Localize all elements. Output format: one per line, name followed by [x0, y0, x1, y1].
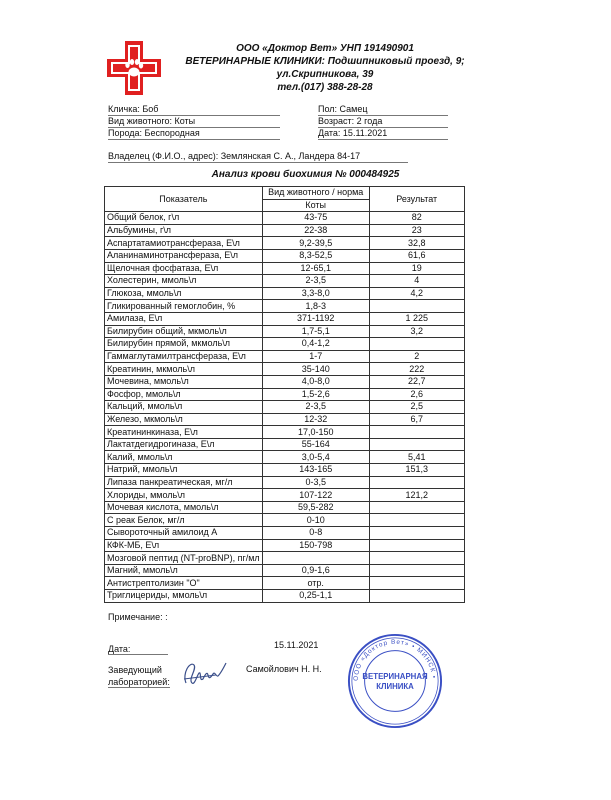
indicator-cell: Лактатдегидрогиназа, Е\л [105, 438, 263, 451]
table-row [105, 426, 465, 439]
norm-cell: 0,4-1,2 [262, 338, 369, 351]
indicator-cell: Мочевая кислота, ммоль\л [105, 501, 263, 514]
clinic-address-1: ВЕТЕРИНАРНЫЕ КЛИНИКИ: Подшипниковый проезд, 9; [185, 56, 465, 67]
result-cell: 82 [369, 212, 464, 225]
date-label: Дата: [108, 644, 168, 655]
result-cell: 2,6 [369, 388, 464, 401]
indicator-cell: Железо, мкмоль\л [105, 413, 263, 426]
clinic-header [170, 42, 480, 94]
head-label-2: лабораторией: [108, 677, 170, 687]
norm-cell: 55-164 [262, 438, 369, 451]
result-cell: 3,2 [369, 325, 464, 338]
result-cell [369, 539, 464, 552]
table-row [105, 413, 465, 426]
indicator-cell: Креатинин, мкмоль\л [105, 363, 263, 376]
clinic-stamp [346, 632, 444, 730]
clinic-address-2: ул.Скрипникова, 39 [276, 69, 374, 80]
indicator-cell: Натрий, ммоль\л [105, 464, 263, 477]
result-cell: 61,6 [369, 249, 464, 262]
result-cell: 2,5 [369, 401, 464, 414]
table-row [105, 275, 465, 288]
indicator-cell: Сывороточный амилоид А [105, 527, 263, 540]
patient-species: Вид животного: Коты [108, 116, 280, 127]
indicator-cell: Щелочная фосфатаза, Е\л [105, 262, 263, 275]
indicator-cell: Калий, ммоль\л [105, 451, 263, 464]
result-cell: 32,8 [369, 237, 464, 250]
patient-nickname: Кличка: Боб [108, 104, 280, 115]
table-row [105, 501, 465, 514]
indicator-cell: Триглицериды, ммоль\л [105, 590, 263, 603]
header-indicator: Показатель [105, 187, 263, 212]
table-row [105, 363, 465, 376]
result-cell: 222 [369, 363, 464, 376]
table-row [105, 590, 465, 603]
result-cell [369, 501, 464, 514]
table-row [105, 577, 465, 590]
norm-cell: 8,3-52,5 [262, 249, 369, 262]
norm-cell: 1,5-2,6 [262, 388, 369, 401]
table-row [105, 249, 465, 262]
head-name: Самойлович Н. Н. [246, 664, 322, 674]
result-cell: 23 [369, 224, 464, 237]
indicator-cell: Общий белок, г\л [105, 212, 263, 225]
result-cell [369, 476, 464, 489]
result-cell [369, 590, 464, 603]
table-row [105, 325, 465, 338]
analysis-title: Анализ крови биохимия № 000484925 [211, 169, 400, 180]
header-result: Результат [369, 187, 464, 212]
note-label: Примечание: : [108, 612, 168, 622]
analysis-date: Дата: 15.11.2021 [318, 128, 448, 139]
table-row [105, 527, 465, 540]
indicator-cell: Липаза панкреатическая, мг/л [105, 476, 263, 489]
indicator-cell: Кальций, ммоль\л [105, 401, 263, 414]
norm-cell: 107-122 [262, 489, 369, 502]
result-cell [369, 527, 464, 540]
indicator-cell: Антистрептолизин "О" [105, 577, 263, 590]
result-cell: 4,2 [369, 287, 464, 300]
stamp-center-2: КЛИНИКА [376, 681, 414, 691]
norm-cell: 1,7-5,1 [262, 325, 369, 338]
indicator-cell: Мозговой пептид (NT-proBNP), пг/мл [105, 552, 263, 565]
table-row [105, 489, 465, 502]
result-cell [369, 426, 464, 439]
table-row [105, 287, 465, 300]
norm-cell: 12-32 [262, 413, 369, 426]
table-row [105, 300, 465, 313]
indicator-cell: Гликированный гемоглобин, % [105, 300, 263, 313]
indicator-cell: Билирубин общий, мкмоль\л [105, 325, 263, 338]
table-row [105, 375, 465, 388]
table-row [105, 476, 465, 489]
table-row [105, 262, 465, 275]
result-cell: 19 [369, 262, 464, 275]
norm-cell: 0-3,5 [262, 476, 369, 489]
result-cell: 6,7 [369, 413, 464, 426]
indicator-cell: Магний, ммоль\л [105, 564, 263, 577]
result-cell: 151,3 [369, 464, 464, 477]
norm-cell: 1-7 [262, 350, 369, 363]
indicator-cell: Мочевина, ммоль\л [105, 375, 263, 388]
norm-cell: 3,3-8,0 [262, 287, 369, 300]
norm-cell: 2-3,5 [262, 401, 369, 414]
table-row [105, 552, 465, 565]
norm-cell: 9,2-39,5 [262, 237, 369, 250]
table-row [105, 539, 465, 552]
table-row [105, 401, 465, 414]
indicator-cell: Глюкоза, ммоль\л [105, 287, 263, 300]
table-row [105, 338, 465, 351]
indicator-cell: Билирубин прямой, мкмоль\л [105, 338, 263, 351]
patient-breed: Порода: Беспородная [108, 128, 280, 139]
indicator-cell: Фосфор, ммоль\л [105, 388, 263, 401]
norm-cell: 0,25-1,1 [262, 590, 369, 603]
result-cell: 5,41 [369, 451, 464, 464]
norm-cell: 4,0-8,0 [262, 375, 369, 388]
table-row [105, 514, 465, 527]
head-label-1: Заведующий [108, 665, 162, 675]
stamp-center-1: ВЕТЕРИНАРНАЯ [362, 672, 428, 682]
norm-cell: 0-10 [262, 514, 369, 527]
stamp-ring-text: ООО «Доктор Вет» • МИНСК • [352, 638, 438, 682]
table-row [105, 564, 465, 577]
vet-cross-paw-logo [106, 40, 162, 96]
result-cell: 2 [369, 350, 464, 363]
table-row [105, 224, 465, 237]
header-species: Коты [262, 199, 369, 212]
indicator-cell: Холестерин, ммоль\л [105, 275, 263, 288]
result-cell [369, 438, 464, 451]
norm-cell: 1,8-3 [262, 300, 369, 313]
norm-cell: 43-75 [262, 212, 369, 225]
table-row [105, 451, 465, 464]
norm-cell: 371-1192 [262, 312, 369, 325]
norm-cell: 150-798 [262, 539, 369, 552]
norm-cell [262, 552, 369, 565]
norm-cell: 22-38 [262, 224, 369, 237]
indicator-cell: КФК-МБ, Е\л [105, 539, 263, 552]
norm-cell: 12-65,1 [262, 262, 369, 275]
norm-cell: 3,0-5,4 [262, 451, 369, 464]
result-cell [369, 300, 464, 313]
result-cell [369, 338, 464, 351]
indicator-cell: Альбумины, г\л [105, 224, 263, 237]
norm-cell: 17,0-150 [262, 426, 369, 439]
header-norm: Вид животного / норма [262, 187, 369, 200]
indicator-cell: Аспартатамиотрансфераза, Е\л [105, 237, 263, 250]
indicator-cell: Аланинаминотрансфераза, Е\л [105, 249, 263, 262]
indicator-cell: Хлориды, ммоль\л [105, 489, 263, 502]
indicator-cell: Амилаза, Е\л [105, 312, 263, 325]
signature [180, 657, 230, 691]
patient-age: Возраст: 2 года [318, 116, 448, 127]
indicator-cell: С реак Белок, мг/л [105, 514, 263, 527]
result-cell [369, 514, 464, 527]
table-row [105, 464, 465, 477]
owner-info: Владелец (Ф.И.О., адрес): Землянская С. А., Ландера 84-17 [108, 151, 408, 162]
indicator-cell: Креатининкиназа, Е\л [105, 426, 263, 439]
table-row [105, 350, 465, 363]
date-value: 15.11.2021 [274, 640, 319, 650]
norm-cell: 143-165 [262, 464, 369, 477]
table-row [105, 312, 465, 325]
patient-sex: Пол: Самец [318, 104, 448, 115]
norm-cell: 35-140 [262, 363, 369, 376]
table-row [105, 237, 465, 250]
result-cell [369, 552, 464, 565]
clinic-phone: тел.(017) 388-28-28 [277, 82, 373, 93]
results-table [104, 186, 465, 603]
result-cell: 22,7 [369, 375, 464, 388]
table-row [105, 438, 465, 451]
norm-cell: 2-3,5 [262, 275, 369, 288]
norm-cell: 0,9-1,6 [262, 564, 369, 577]
result-cell: 121,2 [369, 489, 464, 502]
result-cell: 4 [369, 275, 464, 288]
table-row [105, 212, 465, 225]
result-cell [369, 577, 464, 590]
norm-cell: отр. [262, 577, 369, 590]
result-cell: 1 225 [369, 312, 464, 325]
table-row [105, 388, 465, 401]
result-cell [369, 564, 464, 577]
norm-cell: 59,5-282 [262, 501, 369, 514]
table-header-row [105, 187, 465, 200]
indicator-cell: Гаммаглутамилтрансфераза, Е\л [105, 350, 263, 363]
norm-cell: 0-8 [262, 527, 369, 540]
clinic-name: ООО «Доктор Вет» УНП 191490901 [236, 43, 414, 54]
